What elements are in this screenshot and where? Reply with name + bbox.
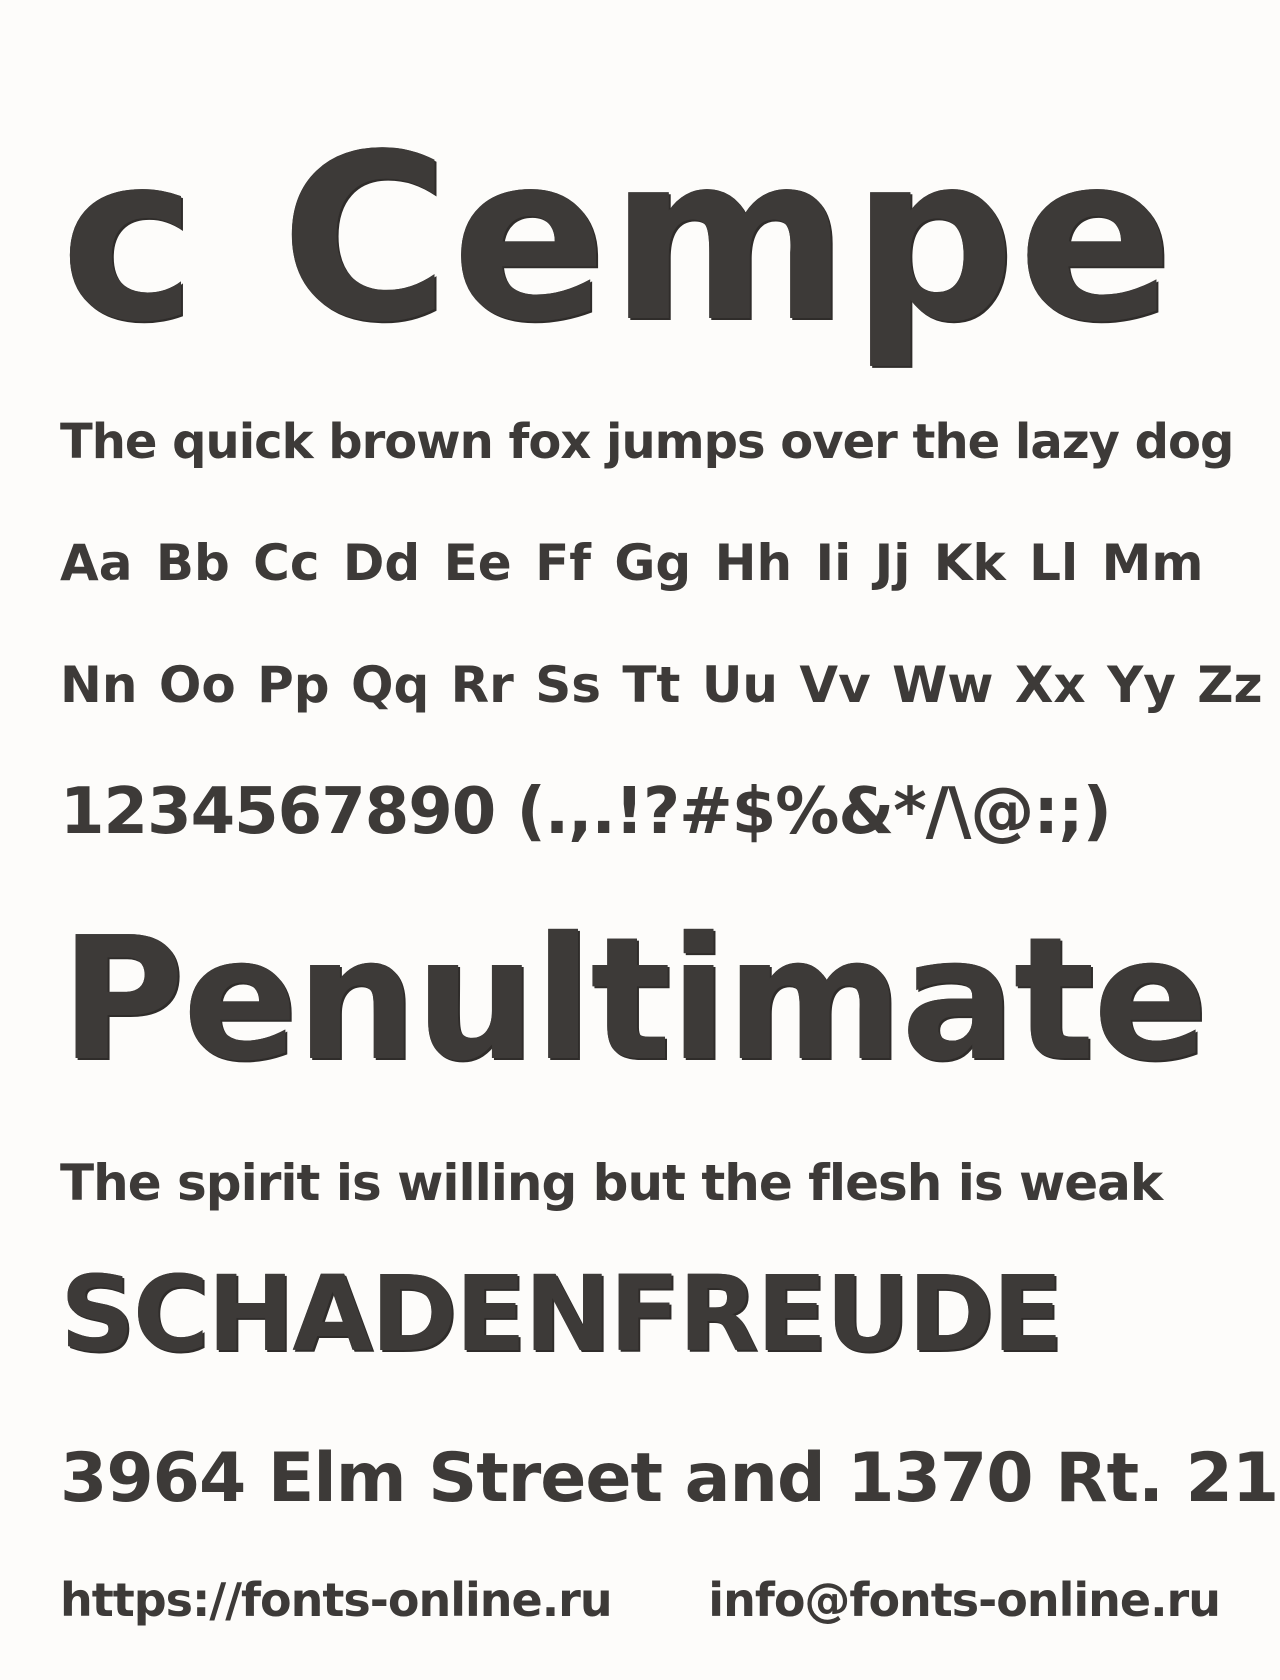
alphabet-line-2: Nn Oo Pp Qq Rr Ss Tt Uu Vv Ww Xx Yy Zz	[60, 656, 1263, 714]
digits-symbols-line: 1234567890 (.,.!?#$%&*/\@:;)	[60, 775, 1111, 849]
pangram-sample: The quick brown fox jumps over the lazy dog	[60, 414, 1234, 470]
website-link[interactable]: https://fonts-online.ru	[60, 1573, 612, 1627]
sample-word-large: Penultimate	[60, 901, 1207, 1099]
font-title: c Cempe	[60, 106, 1176, 373]
capital-word-sample: SCHADENFREUDE	[60, 1253, 1062, 1375]
proverb-sample: The spirit is willing but the flesh is weak	[60, 1154, 1163, 1212]
alphabet-line-1: Aa Bb Cc Dd Ee Ff Gg Hh Ii Jj Kk Ll Mm	[60, 534, 1204, 592]
specimen-footer	[60, 1573, 1220, 1627]
address-sample: 3964 Elm Street and 1370 Rt. 21	[60, 1439, 1279, 1518]
email-link[interactable]: info@fonts-online.ru	[708, 1573, 1220, 1627]
